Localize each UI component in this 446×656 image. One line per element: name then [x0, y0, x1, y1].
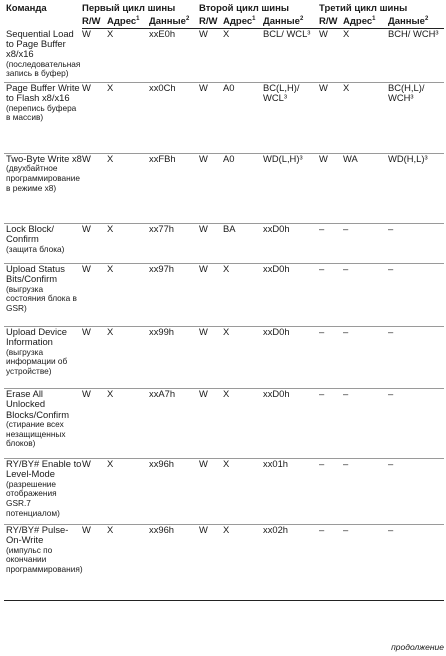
cycle-1-addr-cell: X [107, 154, 149, 224]
command-description: (выгрузка состояния блока в GSR) [6, 283, 77, 313]
table-row [4, 327, 444, 389]
table-row [4, 154, 444, 224]
cycle-1-addr-cell: X [107, 224, 149, 264]
cycle-1-rw-cell: W [82, 525, 107, 601]
cycle-1-rw-cell: W [82, 154, 107, 224]
cycle-1-data-cell: xxFBh [149, 154, 199, 224]
cycle-3-addr-cell: X [343, 83, 388, 154]
cycle-3-data-cell: – [388, 327, 444, 389]
cycle-3-data-cell: – [388, 389, 444, 459]
cycle-1-data-cell: xx99h [149, 327, 199, 389]
cycle-1-data-cell: xx96h [149, 525, 199, 601]
cycle-3-rw-cell: W [319, 154, 343, 224]
header-data-3 [388, 16, 444, 29]
cycle-1-addr-cell: X [107, 459, 149, 525]
cycle-2-data-cell: xx02h [263, 525, 319, 601]
cycle-1-rw-cell: W [82, 389, 107, 459]
cycle-2-addr-cell: X [223, 264, 263, 327]
header-data-1 [149, 16, 199, 29]
cycle-3-rw-cell: – [319, 224, 343, 264]
cycle-1-data-cell: xx0Ch [149, 83, 199, 154]
cycle-1-rw-cell: W [82, 224, 107, 264]
cycle-2-addr-cell: X [223, 525, 263, 601]
header-command: Команда [6, 3, 47, 14]
cycle-1-addr-cell: X [107, 525, 149, 601]
cycle-2-rw-cell: W [199, 83, 223, 154]
command-cell [4, 154, 82, 224]
command-description: (последовательная запись в буфер) [6, 58, 81, 79]
cycle-1-rw-cell: W [82, 264, 107, 327]
cycle-1-data-cell: xx97h [149, 264, 199, 327]
table-row [4, 459, 444, 525]
cycle-2-data-cell: xxD0h [263, 224, 319, 264]
header-data-footnote: 2 [424, 15, 429, 22]
cycle-2-rw-cell: W [199, 264, 223, 327]
command-name: Two-Byte Write x8 [6, 153, 82, 164]
table-row [4, 525, 444, 601]
cycle-2-addr-cell: BA [223, 224, 263, 264]
table-row [4, 389, 444, 459]
cycle-3-data-cell: BC(H,L)/ WCH³ [388, 83, 444, 154]
header-addr-label: Адрес [343, 16, 373, 27]
header-addr-1 [107, 16, 149, 29]
cycle-2-addr-cell: A0 [223, 154, 263, 224]
command-cell [4, 29, 82, 83]
header-data-label: Данные [388, 16, 425, 27]
command-table [4, 3, 444, 601]
header-addr-3 [343, 16, 388, 29]
cycle-3-rw-cell: – [319, 389, 343, 459]
cycle-1-addr-cell: X [107, 264, 149, 327]
command-cell [4, 83, 82, 154]
header-addr-label: Адрес [107, 16, 137, 27]
header-addr-footnote: 1 [136, 15, 140, 22]
header-cycle2: Второй цикл шины [199, 3, 289, 14]
cycle-1-rw-cell: W [82, 459, 107, 525]
command-name: Erase All Unlocked Blocks/Confirm [6, 388, 70, 420]
cycle-2-rw-cell: W [199, 525, 223, 601]
command-description: (защита блока) [6, 243, 65, 254]
cycle-2-rw-cell: W [199, 459, 223, 525]
command-name: Upload Status Bits/Confirm [6, 263, 65, 285]
cycle-2-addr-cell: A0 [223, 83, 263, 154]
command-cell [4, 459, 82, 525]
header-data-label: Данные [149, 16, 186, 27]
cycle-3-addr-cell: – [343, 224, 388, 264]
cycle-1-addr-cell: X [107, 83, 149, 154]
header-addr-label: Адрес [223, 16, 253, 27]
cycle-1-data-cell: xxE0h [149, 29, 199, 83]
command-name: Upload Device Information [6, 326, 67, 348]
command-cell [4, 224, 82, 264]
cycle-2-data-cell: xxD0h [263, 327, 319, 389]
cycle-3-data-cell: – [388, 459, 444, 525]
cycle-2-rw-cell: W [199, 327, 223, 389]
command-cell [4, 327, 82, 389]
cycle-3-rw-cell: – [319, 459, 343, 525]
command-name: RY/BY# Enable to Level-Mode [6, 458, 82, 480]
cycle-2-addr-cell: X [223, 459, 263, 525]
header-rw-1: R/W [82, 16, 107, 29]
command-description: (импульс по окончании программирования) [6, 544, 83, 574]
header-data-2 [263, 16, 319, 29]
cycle-2-data-cell: xxD0h [263, 264, 319, 327]
command-cell [4, 525, 82, 601]
cycle-3-addr-cell: X [343, 29, 388, 83]
command-name: Lock Block/ Confirm [6, 223, 54, 245]
cycle-3-addr-cell: – [343, 264, 388, 327]
cycle-1-data-cell: xxA7h [149, 389, 199, 459]
command-name: Page Buffer Write to Flash x8/x16 [6, 82, 80, 104]
command-name: Sequential Load to Page Buffer x8/x16 [6, 27, 74, 60]
cycle-2-addr-cell: X [223, 327, 263, 389]
cycle-2-addr-cell: X [223, 389, 263, 459]
cycle-1-rw-cell: W [82, 327, 107, 389]
header-addr-2 [223, 16, 263, 29]
header-addr-footnote: 1 [372, 15, 376, 22]
cycle-3-rw-cell: – [319, 525, 343, 601]
command-name: RY/BY# Pulse-On-Write [6, 524, 69, 546]
cycle-1-addr-cell: X [107, 327, 149, 389]
cycle-1-rw-cell: W [82, 29, 107, 83]
command-description: (выгрузка информации об устройстве) [6, 346, 68, 376]
cycle-3-data-cell: – [388, 525, 444, 601]
cycle-2-data-cell: xx01h [263, 459, 319, 525]
cycle-1-rw-cell: W [82, 83, 107, 154]
table-row [4, 264, 444, 327]
header-cycle1: Первый цикл шины [82, 3, 176, 14]
cycle-1-data-cell: xx77h [149, 224, 199, 264]
cycle-2-data-cell: BC(L,H)/ WCL³ [263, 83, 319, 154]
table-row [4, 224, 444, 264]
cycle-2-rw-cell: W [199, 224, 223, 264]
cycle-2-rw-cell: W [199, 389, 223, 459]
header-data-footnote: 2 [299, 15, 304, 22]
cycle-3-rw-cell: – [319, 264, 343, 327]
command-description: (двухбайтное программирование в режиме x8) [6, 163, 81, 193]
cycle-3-data-cell: WD(H,L)³ [388, 154, 444, 224]
command-cell [4, 389, 82, 459]
table-row [4, 83, 444, 154]
cycle-2-rw-cell: W [199, 29, 223, 83]
cycle-3-addr-cell: – [343, 389, 388, 459]
continuation-note: продолжение [391, 642, 444, 652]
cycle-2-addr-cell: X [223, 29, 263, 83]
cycle-3-data-cell: BCH/ WCH³ [388, 29, 444, 83]
command-description: (разрешение отображения GSR.7 потенциалом) [6, 478, 60, 518]
cycle-1-addr-cell: X [107, 29, 149, 83]
cycle-3-rw-cell: – [319, 327, 343, 389]
cycle-3-addr-cell: WA [343, 154, 388, 224]
cycle-2-data-cell: xxD0h [263, 389, 319, 459]
cycle-3-data-cell: – [388, 264, 444, 327]
cycle-3-rw-cell: W [319, 83, 343, 154]
cycle-3-data-cell: – [388, 224, 444, 264]
cycle-3-addr-cell: – [343, 525, 388, 601]
command-description: (стирание всех незащищенных блоков) [6, 419, 66, 449]
table-row [4, 29, 444, 83]
command-cell [4, 264, 82, 327]
header-cycle3: Третий цикл шины [319, 3, 408, 14]
header-rw-3: R/W [319, 16, 343, 29]
cycle-3-rw-cell: W [319, 29, 343, 83]
cycle-2-data-cell: BCL/ WCL³ [263, 29, 319, 83]
cycle-3-addr-cell: – [343, 459, 388, 525]
cycle-3-addr-cell: – [343, 327, 388, 389]
cycle-2-data-cell: WD(L,H)³ [263, 154, 319, 224]
header-addr-footnote: 1 [252, 15, 256, 22]
cycle-1-data-cell: xx96h [149, 459, 199, 525]
cycle-1-addr-cell: X [107, 389, 149, 459]
header-rw-2: R/W [199, 16, 223, 29]
header-data-footnote: 2 [185, 15, 190, 22]
cycle-2-rw-cell: W [199, 154, 223, 224]
command-description: (перепись буфера в массив) [6, 102, 77, 123]
header-data-label: Данные [263, 16, 300, 27]
